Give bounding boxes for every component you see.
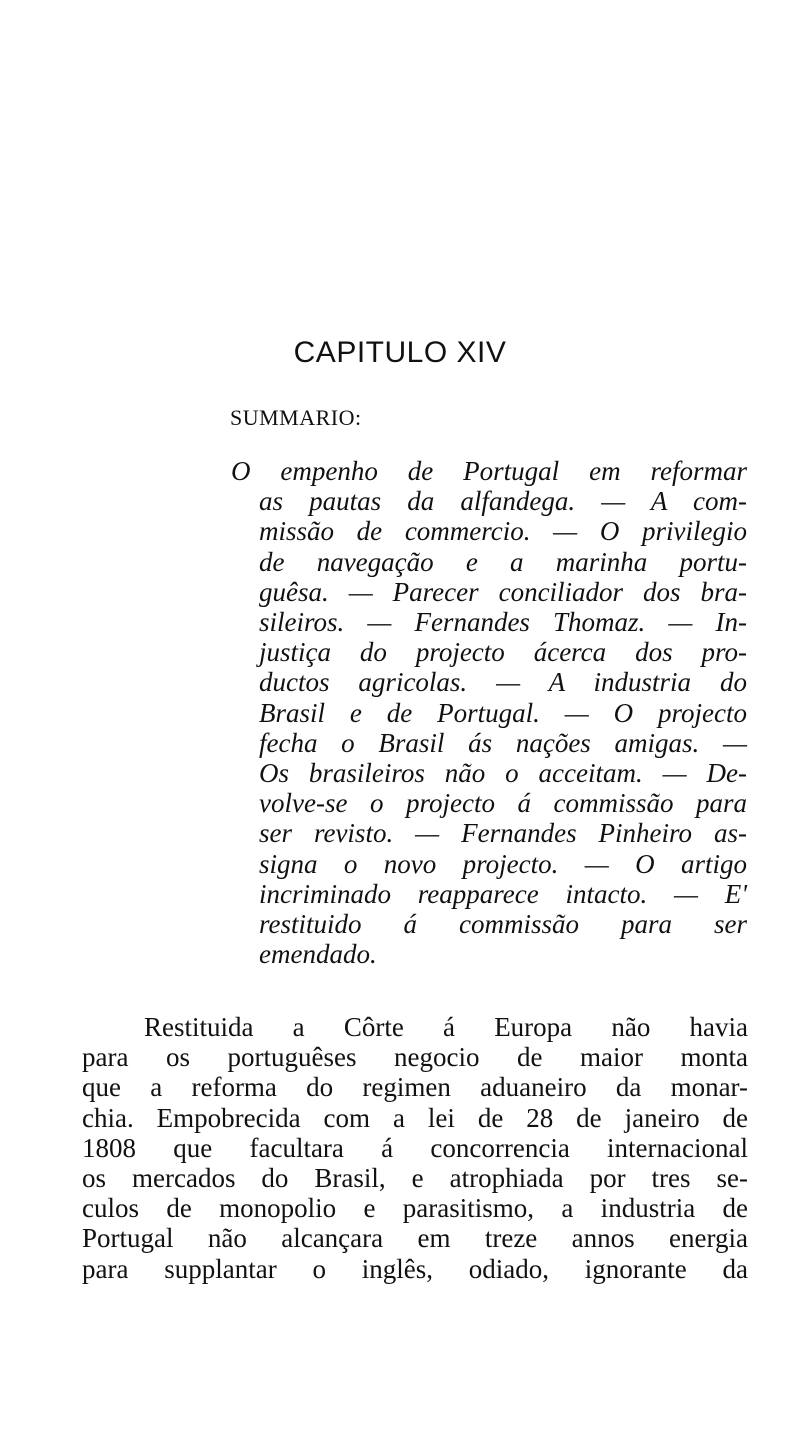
body-line: os mercados do Brasil, e atrophiada por tres se- bbox=[82, 1163, 748, 1194]
summary-line: incriminado reapparece intacto. — E' bbox=[259, 878, 747, 909]
summary-line: O empenho de Portugal em reformar bbox=[231, 456, 747, 486]
summary-line: as pautas da alfandega. — A com- bbox=[259, 486, 747, 517]
body-line: Restituida a Côrte á Europa não havia bbox=[144, 1012, 748, 1042]
summary-line: missão de commercio. — O privilegio bbox=[259, 516, 747, 547]
body-line: para supplantar o inglês, odiado, ignorante da bbox=[82, 1253, 748, 1284]
summary-line: emendado. bbox=[259, 939, 377, 970]
summary-line: Brasil e de Portugal. — O projecto bbox=[259, 697, 747, 728]
summary-line: restituido á commissão para ser bbox=[259, 909, 747, 940]
summary-line: ductos agricolas. — A industria do bbox=[259, 667, 747, 698]
summary-line: sileiros. — Fernandes Thomaz. — In- bbox=[259, 607, 747, 638]
chapter-title: CAPITULO XIV bbox=[293, 336, 507, 369]
summary-label: SUMMARIO: bbox=[230, 405, 362, 430]
summary-line: signa o novo projecto. — O artigo bbox=[259, 848, 747, 879]
summary-text bbox=[231, 456, 747, 969]
summary-line: de navegação e a marinha portu- bbox=[259, 546, 747, 577]
body-line: chia. Empobrecida com a lei de 28 de janeiro de bbox=[82, 1102, 748, 1133]
summary-line: ser revisto. — Fernandes Pinheiro as- bbox=[259, 818, 747, 849]
summary-line: guêsa. — Parecer conciliador dos bra- bbox=[259, 576, 747, 607]
summary-line: justiça do projecto ácerca dos pro- bbox=[259, 637, 747, 668]
body-line: 1808 que facultara á concorrencia internacional bbox=[82, 1132, 748, 1163]
body-paragraph bbox=[82, 1012, 748, 1284]
body-line: para os portuguêses negocio de maior monta bbox=[82, 1042, 748, 1073]
body-line: que a reforma do regimen aduaneiro da monar- bbox=[82, 1072, 748, 1103]
summary-line: fecha o Brasil ás nações amigas. — bbox=[259, 727, 747, 758]
summary-line: volve-se o projecto á commissão para bbox=[259, 788, 747, 819]
body-line: Portugal não alcançara em treze annos energia bbox=[82, 1223, 748, 1254]
body-line: culos de monopolio e parasitismo, a industria de bbox=[82, 1193, 748, 1224]
summary-line: Os brasileiros não o acceitam. — De- bbox=[259, 758, 747, 789]
